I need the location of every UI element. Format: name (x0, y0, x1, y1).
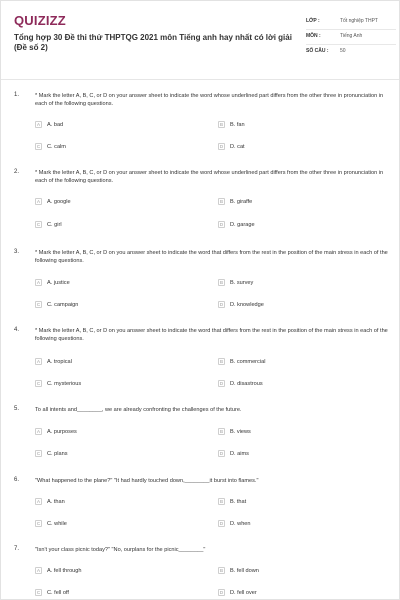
option-text: A. bad (47, 121, 64, 128)
option-c[interactable] (35, 520, 67, 527)
option-text: D. when (230, 520, 251, 527)
option-c[interactable] (35, 380, 81, 387)
option-letter-box: A (36, 568, 40, 573)
question-text: To all intents and________, we are already confronting the challenges of the future. (35, 407, 242, 413)
question-number: 7. (14, 546, 20, 552)
option-d[interactable] (218, 221, 255, 228)
worksheet-header (1, 1, 399, 80)
option-a[interactable] (35, 498, 65, 505)
option-b[interactable] (218, 567, 259, 574)
option-a[interactable] (35, 567, 82, 574)
meta-value: Tiếng Anh (340, 33, 363, 39)
option-d[interactable] (218, 380, 263, 387)
option-text: B. fan (230, 121, 245, 128)
option-letter-box: A (36, 280, 40, 285)
option-b[interactable] (218, 198, 252, 205)
question-text: * Mark the letter A, B, C, or D on you answer sheet to indicate the word that differs from the rest in the position of the main stress in each of the following questions. (35, 328, 388, 342)
question-text: * Mark the letter A, B, C, or D on you answer sheet to indicate the word that differs from the rest in the position of the main stress in each of the following questions. (35, 250, 388, 264)
option-b[interactable] (218, 428, 251, 435)
option-letter-box: B (219, 429, 223, 434)
option-letter-box: C (36, 381, 41, 386)
option-c[interactable] (35, 143, 66, 150)
meta-row-count (306, 45, 396, 59)
option-a[interactable] (35, 428, 77, 435)
option-d[interactable] (218, 450, 249, 457)
option-text: B. fell down (230, 567, 259, 574)
option-b[interactable] (218, 121, 245, 128)
option-letter-box: C (36, 302, 41, 307)
option-letter-box: A (36, 122, 40, 127)
option-letter-box: B (219, 122, 223, 127)
question-text: * Mark the letter A, B, C, or D on your answer sheet to indicate the word whose underlined part differs from the other three in pronunciation in each of the following questions. (35, 93, 384, 107)
option-text: C. campaign (47, 301, 79, 308)
option-text: D. aims (230, 450, 249, 457)
option-letter-box: C (36, 144, 41, 149)
option-letter-box: A (36, 359, 40, 364)
option-b[interactable] (218, 358, 265, 365)
option-c[interactable] (35, 221, 62, 228)
option-letter-box: A (36, 499, 40, 504)
option-a[interactable] (35, 198, 71, 205)
option-letter-box: D (219, 521, 224, 526)
option-text: A. than (47, 498, 65, 505)
option-text: D. garage (230, 221, 255, 228)
option-letter-box: A (36, 429, 40, 434)
option-letter-box: D (219, 590, 224, 595)
option-letter-box: C (36, 222, 41, 227)
option-a[interactable] (35, 279, 70, 286)
option-b[interactable] (218, 498, 246, 505)
option-letter-box: D (219, 144, 224, 149)
worksheet-meta (306, 15, 396, 59)
option-d[interactable] (218, 301, 264, 308)
option-letter-box: D (219, 222, 224, 227)
option-text: B. giraffe (230, 198, 253, 205)
option-letter-box: B (219, 199, 223, 204)
option-text: B. views (230, 428, 251, 435)
option-a[interactable] (35, 358, 72, 365)
option-d[interactable] (218, 143, 245, 150)
question-number: 2. (14, 169, 20, 175)
option-c[interactable] (35, 450, 68, 457)
meta-label: MÔN : (306, 33, 321, 39)
option-letter-box: C (36, 521, 41, 526)
option-text: C. girl (47, 221, 62, 228)
option-text: C. fell off (47, 589, 69, 596)
option-text: A. purposes (47, 428, 77, 435)
meta-value: Tốt nghiệp THPT (340, 18, 378, 24)
question-text: "Isn't your class picnic today?" "No, ourplans for the picnic________" (35, 547, 206, 553)
option-letter-box: C (36, 590, 41, 595)
meta-value: 50 (340, 48, 346, 54)
option-c[interactable] (35, 589, 69, 596)
question-number: 1. (14, 92, 20, 98)
option-text: D. knowledge (230, 301, 264, 308)
meta-label: LỚP : (306, 18, 320, 24)
meta-label: SỐ CÂU : (306, 48, 329, 54)
option-d[interactable] (218, 589, 257, 596)
option-text: D. disastrous (230, 380, 263, 387)
option-text: C. plans (47, 450, 68, 457)
option-letter-box: D (219, 302, 224, 307)
option-text: A. tropical (47, 358, 72, 365)
option-text: B. survey (230, 279, 254, 286)
question-number: 4. (14, 327, 20, 333)
option-text: C. calm (47, 143, 66, 150)
option-letter-box: D (219, 451, 224, 456)
option-b[interactable] (218, 279, 253, 286)
worksheet-title: Tổng hợp 30 Đề thi thử THPTQG 2021 môn Tiếng anh hay nhất có lời giải (Đề số 2) (14, 33, 292, 52)
option-letter-box: C (36, 451, 41, 456)
option-letter-box: D (219, 381, 224, 386)
option-letter-box: B (219, 280, 223, 285)
option-text: D. fell over (230, 589, 257, 596)
option-text: A. justice (47, 279, 70, 286)
question-number: 3. (14, 249, 20, 255)
option-text: A. fell through (47, 567, 82, 574)
option-c[interactable] (35, 301, 78, 308)
option-a[interactable] (35, 121, 63, 128)
option-text: C. while (47, 520, 67, 527)
option-text: A. google (47, 198, 71, 205)
meta-row-class (306, 15, 396, 30)
question-number: 6. (14, 477, 20, 483)
option-letter-box: B (219, 499, 223, 504)
question-text: "What happened to the plane?" "It had hardly touched down,________it burst into flames." (35, 478, 259, 484)
option-letter-box: B (219, 359, 223, 364)
option-d[interactable] (218, 520, 251, 527)
option-text: B. commercial (230, 358, 266, 365)
option-letter-box: A (36, 199, 40, 204)
meta-row-subject (306, 30, 396, 45)
quizizz-logo: QUIZIZZ (14, 13, 66, 28)
option-text: D. cat (230, 143, 245, 150)
option-text: C. mysterious (47, 380, 82, 387)
question-number: 5. (14, 406, 20, 412)
option-letter-box: B (219, 568, 223, 573)
option-text: B. that (230, 498, 247, 505)
question-text: * Mark the letter A, B, C, or D on your answer sheet to indicate the word whose underlined part differs from the other three in pronunciation in each of the following questions. (35, 170, 384, 184)
